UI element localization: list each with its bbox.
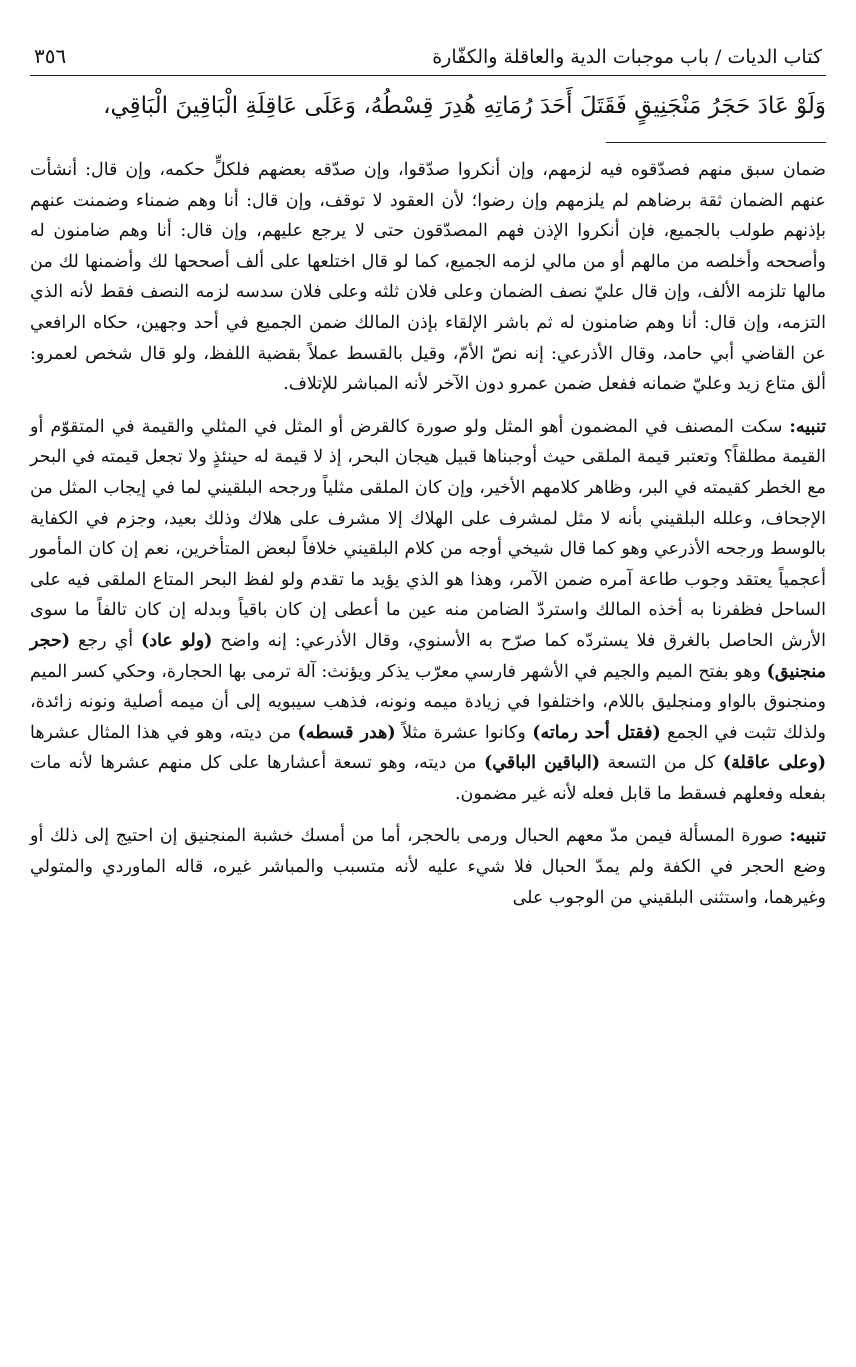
sharh-text: كل من التسعة <box>607 753 716 774</box>
running-header <box>30 42 826 76</box>
sharh-text: وهو بفتح الميم والجيم في الأشهر فارسي معرّب يذكر ويؤنث: آلة ترمى بها الحجارة، وحكي كسر الميم ومنجنوق بالواو ومنجليق باللام، واختلفوا في زيادة ميمه ونونه، فذهب سيبويه إلى أن ميمه أصلية ونونه زائدة، ولذلك تثبت في الجمع <box>30 661 826 743</box>
sharh-text: من ديته، وهو تسعة أعشارها على كل منهم عشرها لأنه مات بفعله وفعلهم فسقط ما قابل فعله لأنه غير مضمون. <box>30 753 826 804</box>
sharh-paragraph-2 <box>30 412 826 810</box>
chapter-title: كتاب الديات / باب موجبات الدية والعاقلة والكفّارة <box>432 46 822 68</box>
sharh-paragraph-3 <box>30 821 826 913</box>
matn-quote: (الباقين الباقي) <box>483 753 601 774</box>
matn-quote: (فقتل أحد رماته) <box>532 722 661 743</box>
matn-quote: (حجر منجنيق) <box>30 630 826 682</box>
tanbih-label: تنبيه: <box>789 416 826 437</box>
sharh-paragraph-1: ضمان سبق منهم فصدّقوه فيه لزمهم، وإن أنكروا صدّقوا، وإن صدّقه بعضهم فلكلٍّ حكمه، وإن قال: أنشأت عنهم الضمان ثقة برضاهم لم يلزمهم وإن رضوا؛ لأن العقود لا توقف، وإن قال: أنا وهم ضمناء وضمنت عنهم بإذنهم طولب بالجميع، فإن أنكروا الإذن فهم المصدّقون حتى لا يرجع عليهم، وإن قال: أنا وهم ضامنون له وأصححه وأخلصه من مالهم أو من مالي لزمه الجميع، كما لو قال اختلعها على ألف أصححها لك وأضمنها لك من مالها تلزمه الألف، وإن قال عليّ نصف الضمان وعلى فلان ثلثه وعلى فلان سدسه لزمه النصف فقط لأنه الذي التزمه، وإن قال: أنا وهم ضامنون له ثم باشر الإلقاء بإذن المالك ضمن الجميع في أحد وجهين، حكاه الرافعي عن القاضي أبي حامد، وقال الأذرعي: إنه نصّ الأمّ، وقيل بالقسط عملاً بقضية اللفظ، ولو قال شخص لعمرو: ألق متاع زيد وعليّ ضمانه ففعل ضمن عمرو دون الآخر لأنه المباشر للإتلاف. <box>30 160 826 395</box>
matn-quote: (وعلى عاقلة) <box>722 753 826 774</box>
matn-quote: (هدر قسطه) <box>297 722 396 743</box>
footnote-separator <box>606 142 826 143</box>
book-page <box>30 42 826 1347</box>
sharh-text: من ديته، وهو في هذا المثال عشرها <box>30 722 292 743</box>
matn-text: وَلَوْ عَادَ حَجَرُ مَنْجَنِيقٍ فَقَتَلَ أَحَدَ رُمَاتِهِ هُدِرَ قِسْطُهُ، وَعَلَى عَاقِلَةِ الْبَاقِينَ الْبَاقِي، <box>103 93 826 119</box>
sharh-text: صورة المسألة فيمن مدّ معهم الحبال ورمى بالحجر، أما من أمسك خشبة المنجنيق إن احتيج إلى ذلك أو وضع الحجر في الكفة ولم يمدّ الحبال فلا شيء عليه لأنه متسبب والمباشر غيره، قاله الماوردي والمتولي وغيرهما، واستثنى البلقيني من الوجوب على <box>30 826 826 908</box>
tanbih-label: تنبيه: <box>789 826 826 847</box>
page-number: ٣٥٦ <box>34 44 67 68</box>
sharh-text: سكت المصنف في المضمون أهو المثل ولو صورة كالقرض أو المثل في المثلي والقيمة في المتقوّم أو القيمة مطلقاً؟ وتعتبر قيمة الملقى حيث أوجبناها قبيل هيجان البحر، إذ لا قيمة له حينئذٍ ولا تجعل قيمته في البحر مع الخطر كقيمته في البر، وظاهر كلامهم الأخير، وإن كان الملقى مثلياً ورجحه البلقيني لما في إيجاب المثل من الإجحاف، وعلله البلقيني بأنه لا مثل لمشرف على الهلاك إلا مشرف على هلاك وذلك بعيد، وجزم في الكفاية بالوسط ورجحه الأذرعي وهو كما قال شيخي أوجه من كلام البلقيني خلافاً لبعض المتأخرين، نعم إن كان المأمور أعجمياً يعتقد وجوب طاعة آمره ضمن الآمر، وهذا هو الذي يؤيد ما تقدم ولو لفظ البحر المتاع الملقى فيه على الساحل فظفرنا به أخذه المالك واستردّ الضامن منه عين ما أعطى إن كان باقياً وبدله إن كان تالفاً ما سوى الأرش الحاصل بالغرق فلا يستردّه كما صرّح به الأسنوي، وقال الأذرعي: إنه واضح <box>30 416 826 651</box>
sharh-text: وكانوا عشرة مثلاً <box>402 722 526 743</box>
matn-quote: (ولو عاد) <box>141 630 213 651</box>
sharh-text: أي رجع <box>78 630 134 651</box>
